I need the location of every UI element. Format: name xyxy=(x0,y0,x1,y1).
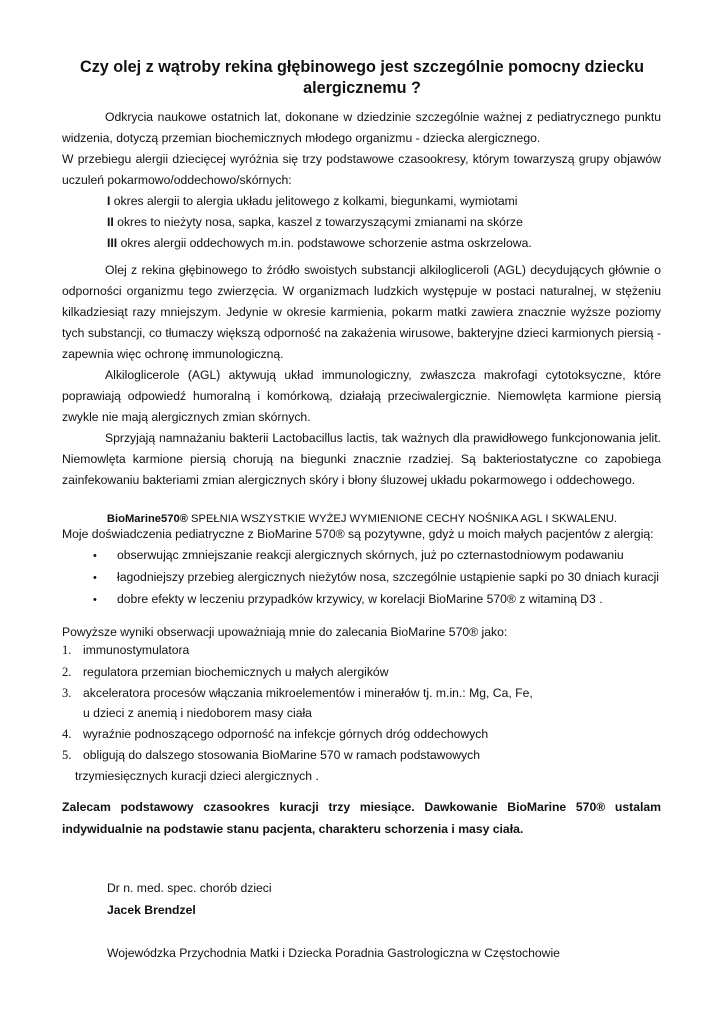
period-number: II xyxy=(107,215,114,229)
list-number: 3. xyxy=(62,686,72,700)
bullet-icon: • xyxy=(93,550,97,562)
agl-paragraph-text: Olej z rekina głębinowego to źródło swoistych substancji alkiloglіceroli (AGL) decydujących głównie o odporności organizmu tego zwierzęcia. W organizmach ludzkich występuje w postaci naturalnej, w stężeniu kilkadziesiąt razy mniejszym. Jedynie w okresie karmienia, pokarm matki zawiera znacznie wyższe poziomy tych substancji, co tłumaczy większą odporność na zakażenia wirusowe, bakteryjne dzieci karmionych piersią - zapewnia więc ochronę immunologiczną. xyxy=(62,263,661,361)
period-item xyxy=(107,235,532,251)
lactobacillus-paragraph xyxy=(62,428,661,491)
list-item: łagodniejszy przebieg alergicznych nieżytów nosa, szczególnie ustąpienie sapki po 30 dniach kuracji xyxy=(117,570,659,584)
list-item-continuation: u dzieci z anemią i niedoborem masy ciała xyxy=(83,706,312,720)
list-item-continuation: trzymiesięcznych kuracji dzieci alergicznych . xyxy=(75,769,319,783)
brand-name: BioMarine570® xyxy=(106,513,188,526)
period-number: I xyxy=(107,194,111,208)
brand-note-text: SPEŁNIA WSZYSTKIE WYŻEJ WYMIENIONE CECHY NOŚNIKA AGL I SKWALENU. xyxy=(187,513,618,526)
period-number: III xyxy=(107,236,118,250)
list-number: 5. xyxy=(62,748,72,762)
recommendation-paragraph: Zalecam podstawowy czasookres kuracji trzy miesiące. Dawkowanie BioMarine 570® ustalam indywidualnie na podstawie stanu pacjenta, charakteru schorzenia i masy ciała. xyxy=(62,800,661,836)
immune-paragraph-text: Alkiloglicerole (AGL) aktywują układ immunologiczny, zwłaszcza makrofagi cytotoksyczne, które poprawiają odpowiedź humoralną i komórkową, działają przeciwalergicznie. Niemowlęta karmione piersią zwykle nie mają alergicznych zmian skórnych. xyxy=(62,368,661,424)
list-item: obserwując zmniejszanie reakcji alergicznych skórnych, już po czternastodniowym podawaniu xyxy=(117,548,624,562)
list-item: akceleratora procesów włączania mikroelementów i minerałów tj. m.in.: Mg, Ca, Fe, xyxy=(83,686,533,700)
list-number: 2. xyxy=(62,665,72,679)
brand-note xyxy=(62,511,662,527)
list-item: wyraźnie podnoszącego odporność na infekcje górnych dróg oddechowych xyxy=(83,727,489,741)
list-item: regulatora przemian biochemicznych u małych alergików xyxy=(83,665,389,679)
signature-institution: Wojewódzka Przychodnia Matki i Dziecka Poradnia Gastrologiczna w Częstochowie xyxy=(107,946,560,960)
agl-paragraph xyxy=(62,260,661,365)
intro-paragraph-2: W przebiegu alergii dziecięcej wyróżnia się trzy podstawowe czasookresy, którym towarzyszą grupy objawów uczuleń pokarmowo/oddechowo/skórnych: xyxy=(62,152,661,187)
document-title: Czy olej z wątroby rekina głębinowego jest szczególnie pomocny dziecku alergicznemu ? xyxy=(80,58,644,97)
intro-paragraph-1-text: Odkrycia naukowe ostatnich lat, dokonane w dziedzinie szczególnie ważnej z pediatrycznego punktu widzenia, dotyczą przemian biochemicznych młodego organizmu - dziecka alergicznego. xyxy=(62,110,661,145)
experience-intro: Moje doświadczenia pediatryczne z BioMarine 570® są pozytywne, gdyż u moich małych pacjentów z alergią: xyxy=(62,527,654,541)
period-text: okres alergii to alergia układu jelitowego z kolkami, biegunkami, wymiotami xyxy=(113,194,518,208)
list-item: immunostymulatora xyxy=(83,643,190,657)
list-number: 4. xyxy=(62,727,72,741)
period-item xyxy=(107,193,518,209)
bullet-icon: • xyxy=(93,572,97,584)
period-text: okres alergii oddechowych m.in. podstawowe schorzenie astma oskrzelowa. xyxy=(120,236,532,250)
recommend-intro: Powyższe wyniki obserwacji upoważniają mnie do zalecania BioMarine 570® jako: xyxy=(62,625,508,639)
period-text: okres to nieżyty nosa, sapka, kaszel z towarzyszącymi zmianami na skórze xyxy=(117,215,523,229)
list-number: 1. xyxy=(62,643,72,657)
signature-name: Jacek Brendzel xyxy=(107,903,196,917)
list-item: dobre efekty w leczeniu przypadków krzywicy, w korelacji BioMarine 570® z witaminą D3 . xyxy=(117,592,603,606)
immune-paragraph xyxy=(62,365,661,428)
intro-paragraph-1 xyxy=(62,107,661,149)
lactobacillus-paragraph-text: Sprzyjają namnażaniu bakterii Lactobacillus lactis, tak ważnych dla prawidłowego funkcjonowania jelit. Niemowlęta karmione piersią chorują na biegunki znacznie rzadziej. Są bakteriostatyczne co zapobiega zainfekowaniu bakteriami zmian alergicznych skóry i błony śluzowej układu pokarmowego i oddechowego. xyxy=(62,431,661,487)
bullet-icon: • xyxy=(93,594,97,606)
list-item: obligują do dalszego stosowania BioMarine 570 w ramach podstawowych xyxy=(83,748,480,762)
period-item xyxy=(107,214,523,230)
signature-title: Dr n. med. spec. chorób dzieci xyxy=(107,881,272,895)
